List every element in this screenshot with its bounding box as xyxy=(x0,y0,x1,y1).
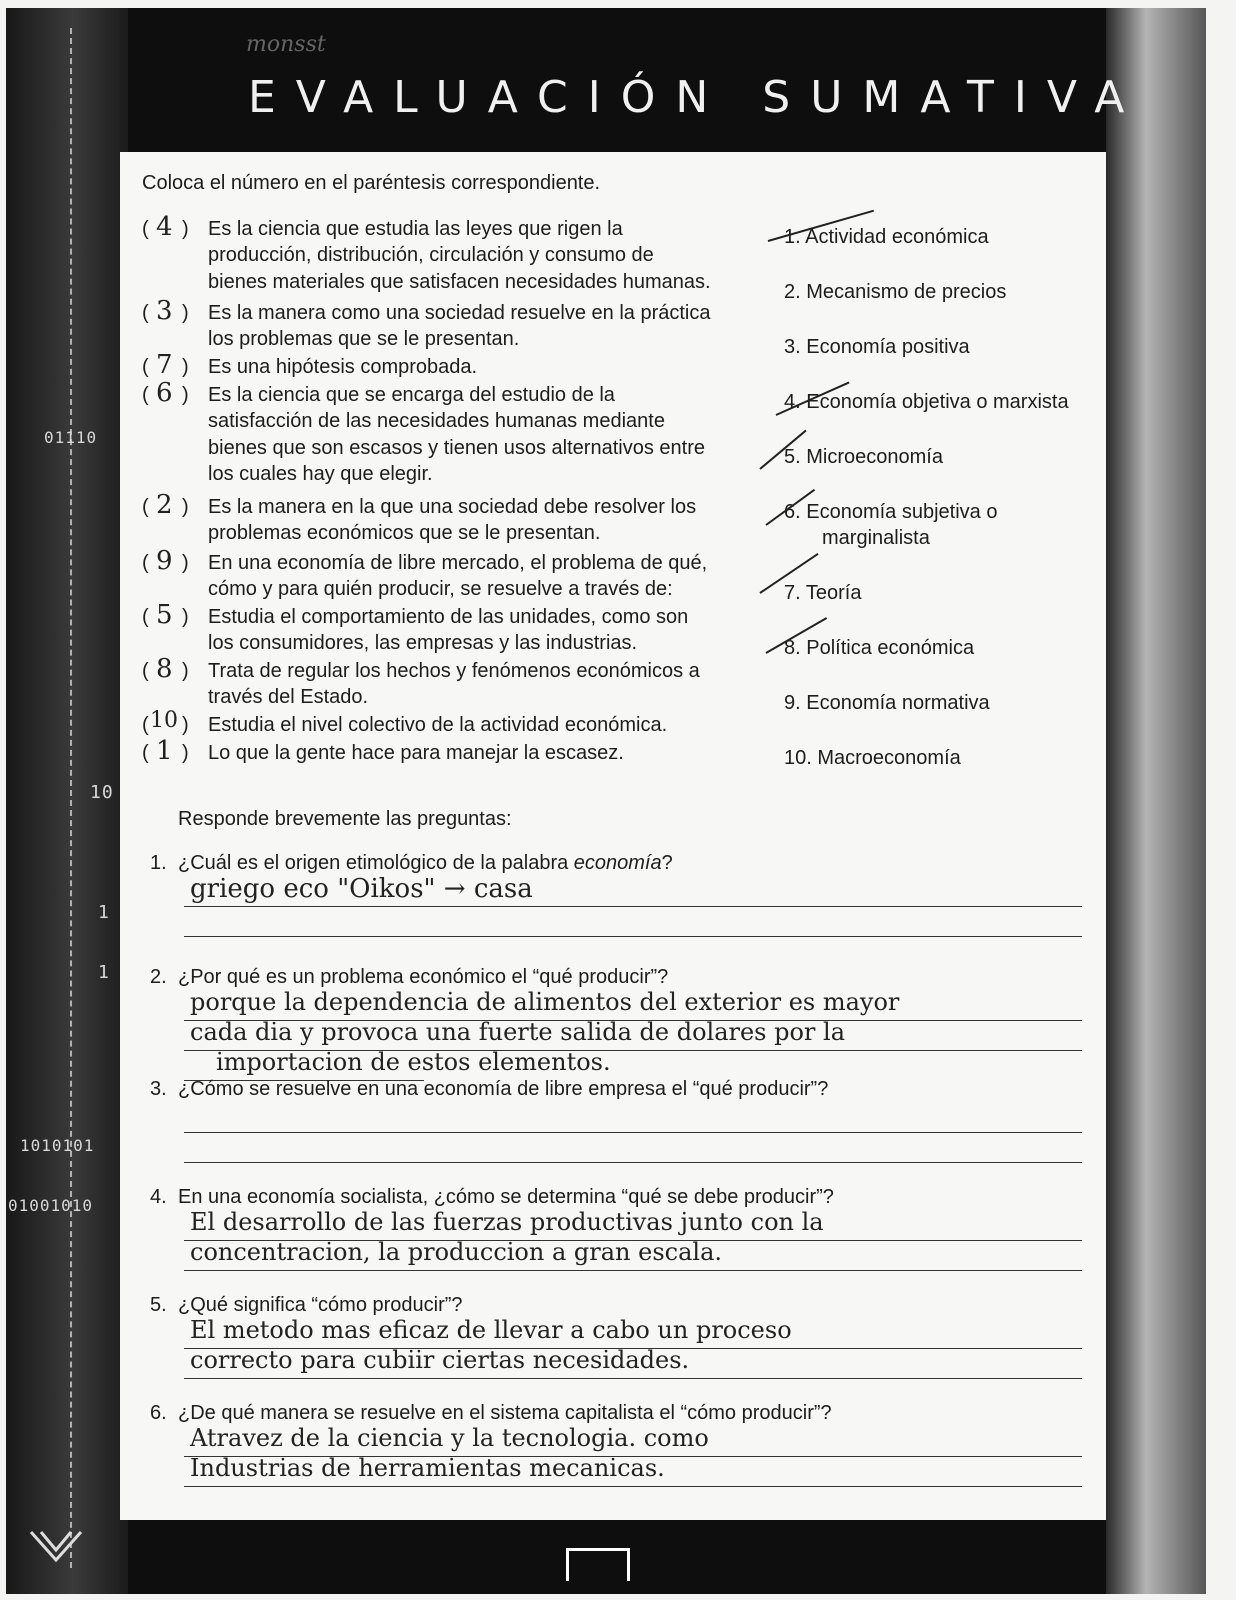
handwritten-answer: importacion de estos elementos. xyxy=(216,1048,611,1076)
question-number: 1. xyxy=(150,852,167,874)
statement-text: producción, distribución, circulación y consumo de xyxy=(208,244,654,267)
question-number: 5. xyxy=(150,1294,167,1316)
answer-paren-close: ) xyxy=(182,742,189,764)
question-text-part: ¿Cuál es el origen etimológico de la palabra xyxy=(178,852,574,874)
answer-line xyxy=(184,1378,1082,1379)
handwritten-answer: porque la dependencia de alimentos del exterior es mayor xyxy=(190,988,900,1016)
handwritten-answer: 6 xyxy=(156,378,173,408)
answer-paren-open: ( xyxy=(142,218,149,240)
answer-paren-close: ) xyxy=(182,496,189,518)
question-text xyxy=(178,1400,832,1426)
statement-text: Es la manera en la que una sociedad debe resolver los xyxy=(208,496,697,518)
handwritten-answer: 3 xyxy=(156,296,173,326)
option-text: 2. Mecanismo de precios xyxy=(784,281,1007,303)
answer-paren-close: ) xyxy=(182,606,189,628)
question-text xyxy=(178,1184,834,1210)
question-text xyxy=(178,1076,828,1102)
option-text: 10. Macroeconomía xyxy=(784,747,961,769)
question-text xyxy=(178,1292,463,1318)
statement-text: bienes que son escasos y tienen usos alternativos entre xyxy=(208,436,705,459)
answer-paren-open: ( xyxy=(142,302,149,324)
side-digits: 01001010 xyxy=(8,1196,94,1215)
statement-text: Estudia el comportamiento de las unidades, como son xyxy=(208,606,689,628)
answer-paren-open: ( xyxy=(142,660,149,682)
option-text: 6. Economía subjetiva o xyxy=(784,501,998,523)
option-text: 5. Microeconomía xyxy=(784,446,943,468)
statement-text: Es la ciencia que se encarga del estudio de la xyxy=(208,384,615,406)
handwritten-answer: cada dia y provoca una fuerte salida de dolares por la xyxy=(190,1018,846,1046)
handwritten-answer: 2 xyxy=(156,490,173,520)
answer-paren-close: ) xyxy=(182,384,189,406)
worksheet-page xyxy=(6,8,1206,1594)
handwritten-answer: Industrias de herramientas mecanicas. xyxy=(190,1454,665,1482)
answer-paren-open: ( xyxy=(142,714,149,736)
question-text-part: ¿Cómo se resuelve en una economía de libre empresa el “qué producir”? xyxy=(178,1078,829,1100)
answer-paren-open: ( xyxy=(142,742,149,764)
answer-line xyxy=(184,936,1082,937)
instructions: Coloca el número en el paréntesis correspondiente. xyxy=(142,172,601,194)
answer-paren-close: ) xyxy=(182,660,189,682)
answer-line xyxy=(184,1270,1082,1271)
answer-paren-open: ( xyxy=(142,384,149,406)
answer-paren-close: ) xyxy=(182,302,189,324)
page-number-box xyxy=(566,1548,630,1581)
statement-text: bienes materiales que satisfacen necesidades humanas. xyxy=(208,270,711,293)
statement-text: problemas económicos que se le presentan. xyxy=(208,522,601,545)
statement-text: Lo que la gente hace para manejar la escasez. xyxy=(208,742,624,764)
statement-text: En una economía de libre mercado, el problema de qué, xyxy=(208,552,708,574)
statement-text: Es la manera como una sociedad resuelve en la práctica xyxy=(208,302,711,324)
side-digits: 10 xyxy=(90,782,114,803)
header-scribble: monsst xyxy=(246,32,326,57)
handwritten-answer: 8 xyxy=(156,654,173,684)
option-text: 1. Actividad económica xyxy=(784,226,989,248)
answer-line xyxy=(184,1486,1082,1487)
statement-text: Trata de regular los hechos y fenómenos económicos a xyxy=(208,660,700,682)
option-text: 4. Economía objetiva o marxista xyxy=(784,391,1069,413)
statement-text: los consumidores, las empresas y las industrias. xyxy=(208,632,638,655)
option-text: 7. Teoría xyxy=(784,582,862,604)
question-text-part: En una economía socialista, ¿cómo se determina “qué se debe producir”? xyxy=(178,1186,834,1208)
handwritten-answer: 1 xyxy=(156,736,173,766)
answer-paren-close: ) xyxy=(182,356,189,378)
statement-text: cómo y para quién producir, se resuelve a través de: xyxy=(208,578,673,601)
statement-text: los problemas que se le presentan. xyxy=(208,328,520,351)
question-text xyxy=(178,850,673,876)
question-text-part: ¿De qué manera se resuelve en el sistema capitalista el “cómo producir”? xyxy=(178,1402,832,1424)
answer-line xyxy=(184,1132,1082,1133)
question-text-part: ? xyxy=(661,852,673,874)
answer-paren-close: ) xyxy=(182,552,189,574)
right-decorative-band xyxy=(1106,8,1206,1594)
statement-text: través del Estado. xyxy=(208,686,369,709)
option-text: marginalista xyxy=(822,527,930,550)
questions-heading: Responde brevemente las preguntas: xyxy=(178,808,512,830)
publisher-logo-icon xyxy=(26,1528,86,1564)
handwritten-answer: griego eco "Oikos" → casa xyxy=(190,874,533,904)
statement-text: satisfacción de las necesidades humanas mediante xyxy=(208,410,665,433)
side-digits: 1 xyxy=(98,962,110,983)
question-text-part: ¿Por qué es un problema económico el “qué producir”? xyxy=(178,966,669,988)
side-digits: 01110 xyxy=(44,428,98,447)
answer-paren-close: ) xyxy=(182,714,189,736)
statement-text: los cuales hay que elegir. xyxy=(208,463,433,486)
answer-paren-open: ( xyxy=(142,552,149,574)
question-number: 2. xyxy=(150,966,167,988)
worksheet-panel xyxy=(120,152,1106,1520)
question-number: 4. xyxy=(150,1186,167,1208)
answer-line xyxy=(184,1162,1082,1163)
question-text-part: ¿Qué significa “cómo producir”? xyxy=(178,1294,463,1316)
handwritten-answer: 10 xyxy=(150,708,178,733)
handwritten-answer: El metodo mas eficaz de llevar a cabo un proceso xyxy=(190,1316,792,1344)
dashed-margin-line xyxy=(70,28,72,1568)
answer-paren-open: ( xyxy=(142,356,149,378)
option-text: 8. Política económica xyxy=(784,637,975,659)
question-emphasis: economía xyxy=(573,852,662,874)
statement-text: Es una hipótesis comprobada. xyxy=(208,356,478,378)
answer-line xyxy=(184,906,1082,907)
statement-text: Estudia el nivel colectivo de la actividad económica. xyxy=(208,714,668,736)
handwritten-answer: 4 xyxy=(156,212,173,242)
handwritten-answer: correcto para cubiir ciertas necesidades. xyxy=(190,1346,690,1374)
handwritten-answer: 9 xyxy=(156,546,173,576)
question-text xyxy=(178,964,668,990)
question-number: 6. xyxy=(150,1402,167,1424)
handwritten-answer: concentracion, la produccion a gran escala. xyxy=(190,1238,723,1266)
option-text: 3. Economía positiva xyxy=(784,336,970,358)
answer-paren-close: ) xyxy=(182,218,189,240)
side-digits: 1 xyxy=(98,902,110,923)
page-title: EVALUACIÓN SUMATIVA xyxy=(248,72,1145,123)
handwritten-answer: 7 xyxy=(156,350,173,380)
answer-paren-open: ( xyxy=(142,606,149,628)
handwritten-answer: El desarrollo de las fuerzas productivas junto con la xyxy=(190,1208,824,1236)
question-number: 3. xyxy=(150,1078,167,1100)
handwritten-answer: 5 xyxy=(156,600,173,630)
option-text: 9. Economía normativa xyxy=(784,692,990,714)
answer-paren-open: ( xyxy=(142,496,149,518)
handwritten-answer: Atravez de la ciencia y la tecnologia. como xyxy=(190,1424,709,1452)
statement-text: Es la ciencia que estudia las leyes que rigen la xyxy=(208,218,623,240)
side-digits: 1010101 xyxy=(20,1136,95,1155)
